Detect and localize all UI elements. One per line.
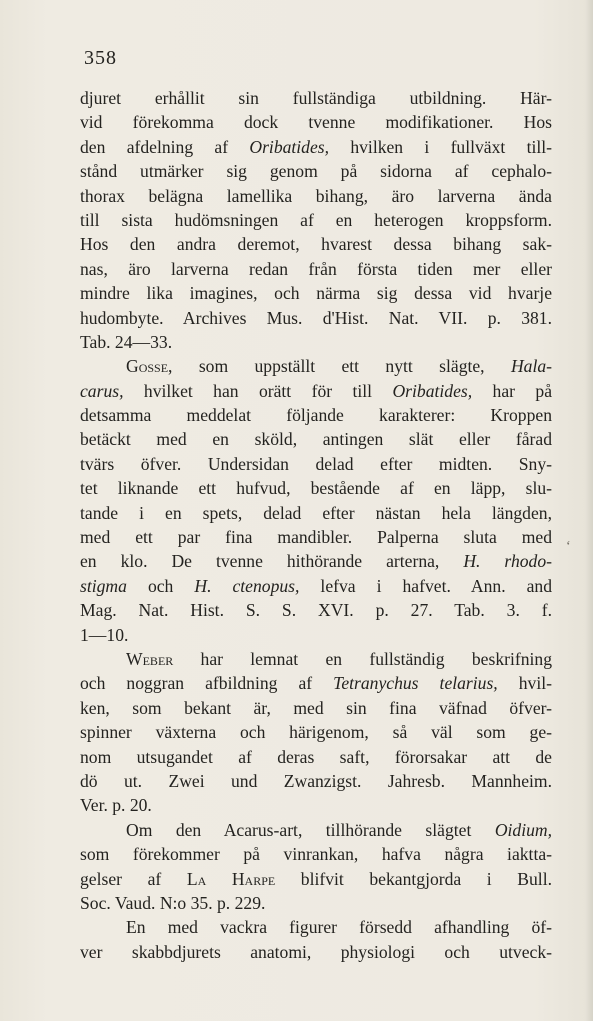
text-segment: 1—10. — [80, 624, 129, 645]
text-segment: Soc. Vaud. N:o 35. p. 229. — [80, 892, 266, 913]
text-line — [80, 110, 552, 134]
text-segment: Tab. 24—33. — [80, 331, 173, 352]
text-line — [80, 476, 552, 500]
text-line — [80, 696, 552, 720]
text-line — [80, 281, 552, 305]
text-segment: lefva i hafvet. Ann. and — [299, 575, 552, 596]
text-line — [80, 330, 552, 354]
text-segment: och — [126, 575, 195, 596]
italic-text: Oribatides, — [249, 136, 330, 157]
text-line — [80, 940, 552, 964]
text-segment: betäckt med en sköld, antingen slät eller fårad — [80, 429, 552, 450]
italic-text: Oribatides, — [392, 380, 473, 401]
italic-text: H. rhodo- — [463, 551, 552, 572]
italic-text: stigma — [80, 575, 127, 596]
text-line — [80, 671, 552, 695]
text-segment: stånd utmärker sig genom på sidorna af cephalo- — [80, 161, 552, 182]
text-segment: mindre lika imagines, och närma sig dessa vid hvarje — [80, 283, 552, 304]
text-segment: Om den Acarus-art, tillhörande slägtet — [126, 819, 495, 840]
text-line — [80, 769, 552, 793]
author-name: La Harpe — [186, 868, 276, 889]
text-line — [80, 379, 552, 403]
text-segment: med ett par fina mandibler. Palperna sluta med — [80, 527, 552, 548]
text-segment: till sista hudömsningen af en heterogen kroppsform. — [80, 209, 552, 230]
text-line — [80, 257, 552, 281]
italic-text: Oidium, — [494, 819, 552, 840]
text-segment: vid förekomma dock tvenne modifikationer. Hos — [80, 112, 552, 133]
text-segment: hudombyte. Archives Mus. d'Hist. Nat. VII. p. 381. — [80, 307, 552, 328]
text-line — [80, 525, 552, 549]
text-line — [80, 745, 552, 769]
text-segment: som förekommer på vinrankan, hafva några iaktta- — [80, 844, 552, 865]
text-line — [80, 452, 552, 476]
text-line — [80, 867, 552, 891]
page-number: 358 — [84, 47, 117, 69]
text-segment: nas, äro larverna redan från första tiden mer eller — [80, 258, 552, 279]
margin-mark: ‘ — [566, 539, 571, 554]
text-segment: hvil- — [497, 673, 552, 694]
text-segment: Ver. p. 20. — [80, 795, 152, 816]
text-segment: Hos den andra deremot, hvarest dessa bihang sak- — [80, 234, 552, 255]
text-segment: spinner växterna och härigenom, så väl som ge- — [80, 722, 552, 743]
author-name: Gosse, — [126, 356, 173, 377]
text-segment: en klo. De tvenne hithörande arterna, — [80, 551, 464, 572]
text-segment: tvärs öfver. Undersidan delad efter midten. Sny- — [80, 453, 552, 474]
text-segment: tet liknande ett hufvud, bestående af en läpp, slu- — [80, 478, 552, 499]
text-line — [80, 427, 552, 451]
text-line — [80, 403, 552, 427]
text-segment: den afdelning af — [80, 136, 250, 157]
text-line — [80, 647, 552, 671]
text-segment: hvilken i fullväxt till- — [329, 136, 552, 157]
text-segment: ken, som bekant är, med sin fina väfnad öfver- — [80, 697, 552, 718]
text-line — [80, 86, 552, 110]
text-line — [80, 598, 552, 622]
text-line — [80, 159, 552, 183]
text-line — [80, 842, 552, 866]
italic-text: Hala- — [510, 356, 552, 377]
text-segment: nom utsugandet af deras saft, förorsakar att de — [80, 746, 552, 767]
text-line — [80, 818, 552, 842]
text-segment: djuret erhållit sin fullständiga utbildning. Här- — [80, 88, 552, 108]
text-line — [80, 501, 552, 525]
text-segment: detsamma meddelat följande karakterer: Kroppen — [80, 405, 552, 426]
text-segment: har på — [472, 380, 553, 401]
text-line — [80, 354, 552, 378]
text-segment: En med vackra figurer försedd afhandling öf- — [126, 917, 552, 938]
italic-text: carus, — [80, 380, 124, 401]
text-line — [80, 574, 552, 598]
text-segment: dö ut. Zwei und Zwanzigst. Jahresb. Mannheim. — [80, 770, 552, 791]
text-line — [80, 208, 552, 232]
text-line — [80, 135, 552, 159]
text-segment: blifvit bekantgjorda i Bull. — [275, 868, 552, 889]
text-line — [80, 623, 552, 647]
text-segment: hvilket han orätt för till — [123, 380, 393, 401]
body-text — [80, 86, 552, 964]
text-segment: thorax belägna lamellika bihang, äro larverna ända — [80, 185, 552, 206]
text-segment: Mag. Nat. Hist. S. S. XVI. p. 27. Tab. 3. f. — [80, 600, 552, 621]
text-segment: ver skabbdjurets anatomi, physiologi och utveck- — [80, 941, 552, 962]
italic-text: H. ctenopus, — [194, 575, 300, 596]
text-line — [80, 232, 552, 256]
text-segment: och noggran afbildning af — [80, 673, 334, 694]
text-segment: gelser af — [80, 868, 187, 889]
text-segment: som uppställt ett nytt slägte, — [172, 356, 511, 377]
text-line — [80, 793, 552, 817]
italic-text: Tetranychus telarius, — [333, 673, 498, 694]
page-edge-shadow — [585, 0, 593, 1021]
text-line — [80, 915, 552, 939]
text-line — [80, 720, 552, 744]
text-line — [80, 184, 552, 208]
text-line — [80, 891, 552, 915]
text-segment: har lemnat en fullständig beskrifning — [173, 648, 552, 669]
text-segment: tande i en spets, delad efter nästan hela längden, — [80, 502, 552, 523]
author-name: Weber — [126, 648, 174, 669]
text-line — [80, 549, 552, 573]
text-line — [80, 306, 552, 330]
